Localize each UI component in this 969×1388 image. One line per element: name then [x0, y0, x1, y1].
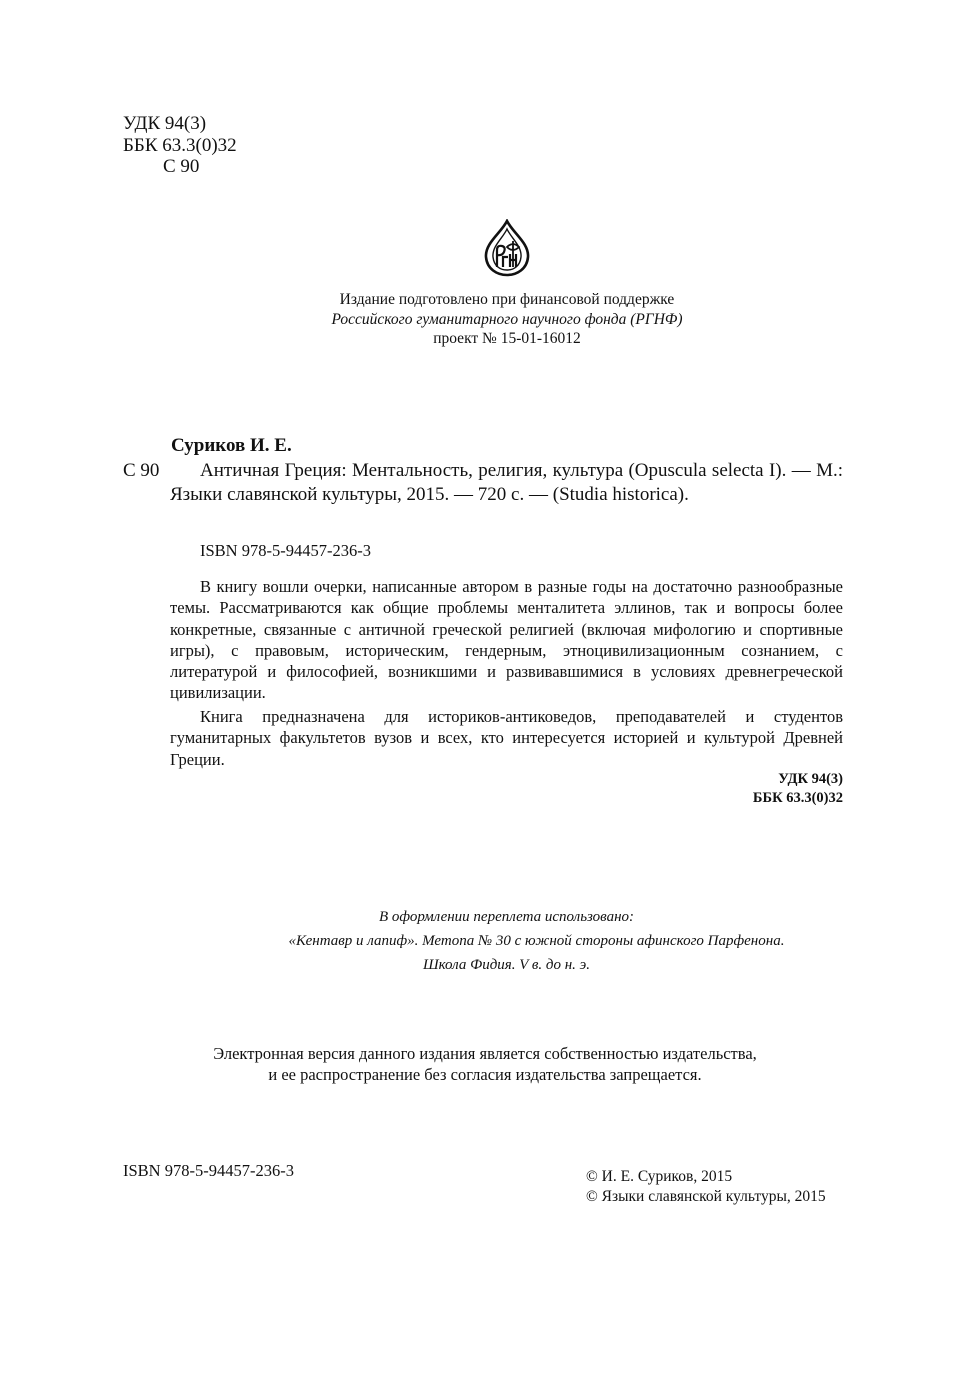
rgnf-logo [483, 219, 531, 277]
abstract-paragraph-2: Книга предназначена для историков-антиковедов, преподавателей и студентов гуманитарных факультетов вузов и всех, кто интересуется историей и культурой Древней Греции. [170, 707, 843, 769]
udk-code: УДК 94(3) [123, 113, 207, 134]
cover-credit-line-3: Школа Фидия. V в. до н. э. [422, 957, 591, 973]
udk-classification: УДК 94(3) [778, 771, 843, 787]
author-name: Суриков И. Е. [171, 435, 292, 456]
footer-isbn: ISBN 978-5-94457-236-3 [123, 1161, 294, 1180]
support-line-2: Российского гуманитарного научного фонда (РГНФ) [331, 311, 683, 328]
abstract-paragraph-1: В книгу вошли очерки, написанные автором в разные годы на достаточно разнообразные темы. Рассматриваются как общие проблемы менталитета эллинов, так и вопросы более конкретные, связанные с античной греческой религией (включая мифологию и спортивные игры), с правовым, историческим, гендерным, этноцивилизационным сознанием, с литературой и философией, возникшими и развивавшимися в условиях древнегреческой цивилизации. [170, 577, 843, 703]
cover-credit-line-2: «Кентавр и лапиф». Метопа № 30 с южной стороны афинского Парфенона. [288, 933, 785, 949]
rights-notice-line-2: и ее распространение без согласия издательства запрещается. [268, 1065, 702, 1084]
cover-credit-line-1: В оформлении переплета использовано: [378, 909, 635, 925]
author-mark: С 90 [163, 156, 200, 177]
bbk-classification: ББК 63.3(0)32 [752, 790, 843, 806]
isbn: ISBN 978-5-94457-236-3 [200, 541, 371, 560]
entry-author-mark: С 90 [123, 460, 160, 481]
copyright-publisher: © Языки славянской культуры, 2015 [586, 1188, 826, 1205]
bbk-code: ББК 63.3(0)32 [123, 135, 237, 156]
bibliographic-description: Античная Греция: Ментальность, религия, культура (Opuscula selecta I). — М.: Языки славянской культуры, 2015. — 720 с. — (Studia historica). [170, 460, 843, 505]
support-line-1: Издание подготовлено при финансовой поддержке [339, 291, 675, 308]
support-project-number: проект № 15-01-16012 [433, 330, 581, 347]
copyright-author: © И. Е. Суриков, 2015 [586, 1168, 733, 1185]
rights-notice-line-1: Электронная версия данного издания является собственностью издательства, [213, 1044, 757, 1063]
